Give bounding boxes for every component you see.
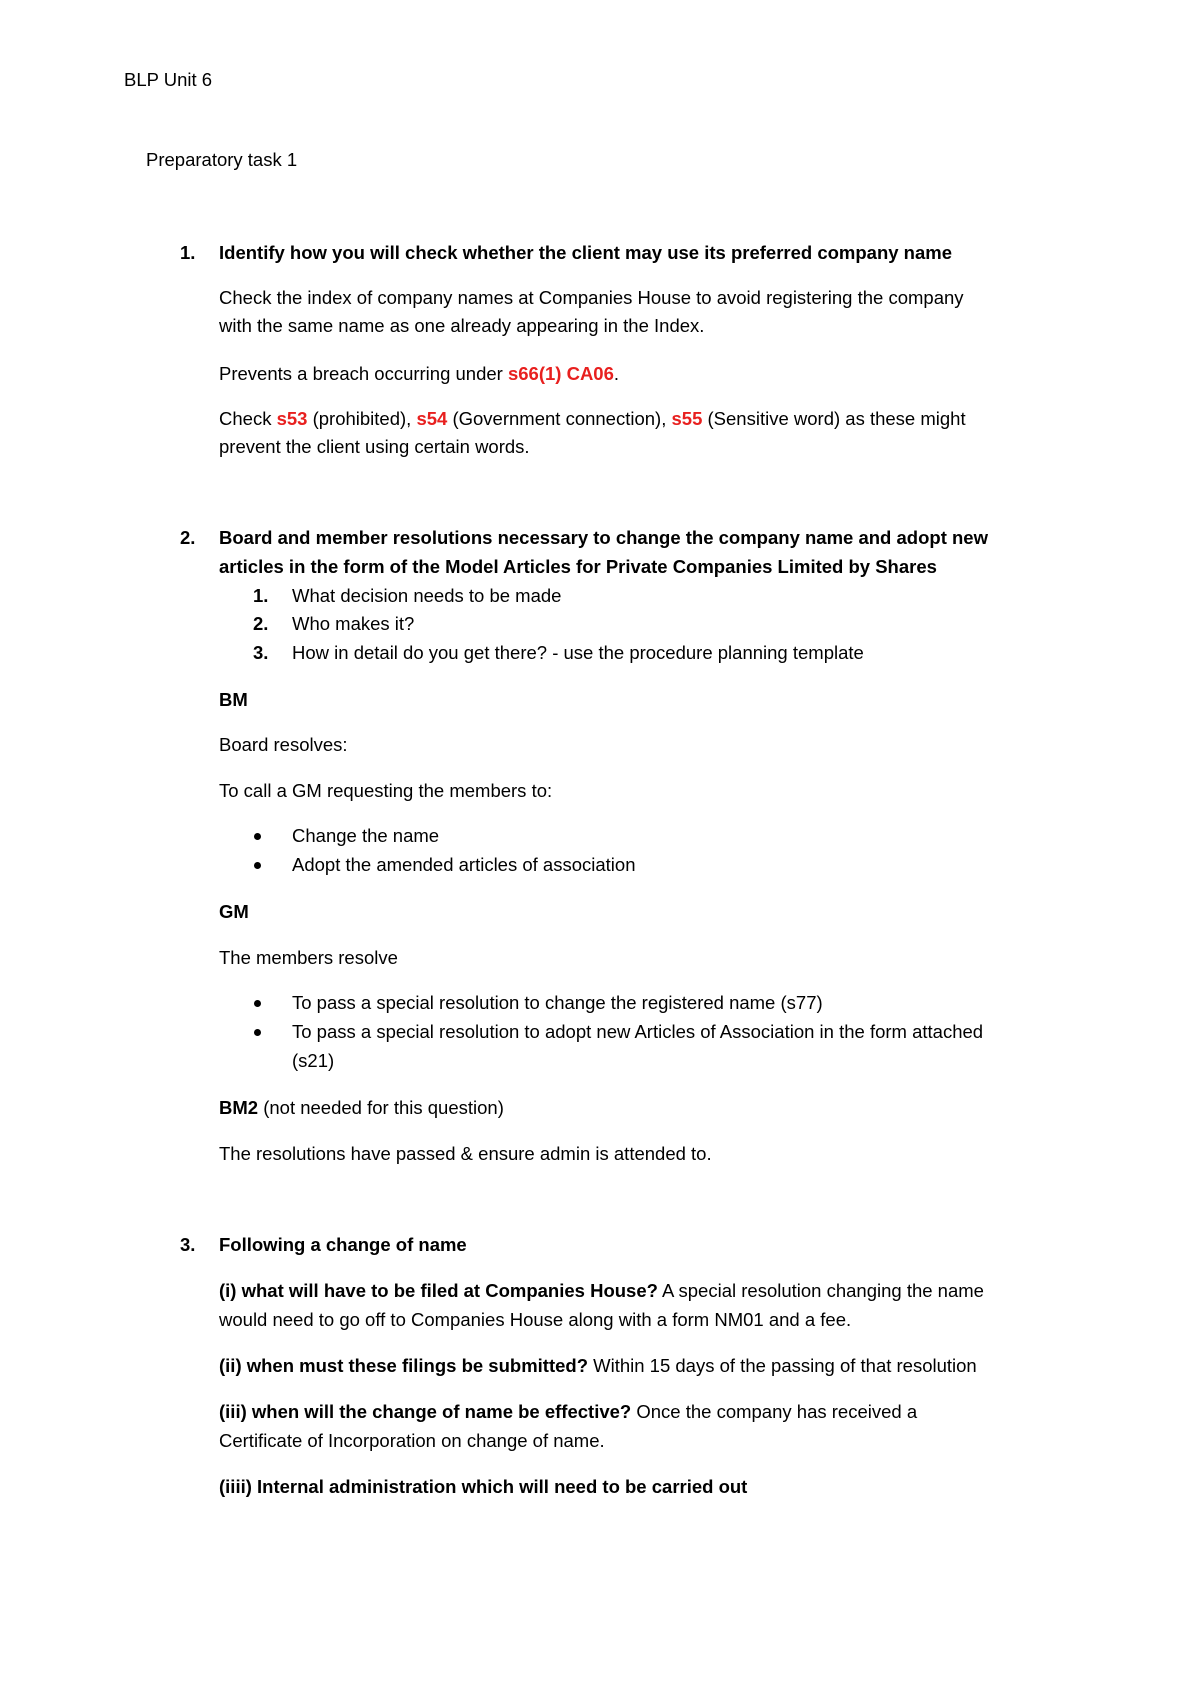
statute-ref-s66: s66(1) CA06 (507, 363, 614, 384)
q3-i-answer: A special resolution changing the name (657, 1280, 984, 1301)
q1-para2 (219, 362, 619, 386)
bm2-line (219, 1096, 504, 1120)
q3-heading: Following a change of name (219, 1234, 467, 1255)
q1-para3-line2: prevent the client using certain words. (219, 436, 530, 457)
q3-i-line1 (219, 1279, 984, 1303)
q1-heading: Identify how you will check whether the client may use its preferred company name (219, 242, 953, 263)
q3-iiii-question: (iiii) Internal administration which will need to be carried out (219, 1476, 748, 1497)
members-resolve: The members resolve (219, 947, 398, 968)
bm-bullet-2: Adopt the amended articles of association (292, 854, 636, 875)
gm-bullet-2-line1: To pass a special resolution to adopt new Articles of Association in the form attached (292, 1021, 984, 1042)
bullet-dot (254, 1000, 261, 1007)
q2-sub-item-1: What decision needs to be made (292, 585, 562, 606)
bullet-dot (254, 862, 261, 869)
q2-heading-line2: articles in the form of the Model Articles for Private Companies Limited by Shares (219, 556, 937, 577)
q2-sub-number-2: 2. (253, 613, 269, 634)
statute-ref-s55: s55 (671, 408, 703, 429)
q1-para2-pre: Prevents a breach occurring under (219, 363, 508, 384)
q3-iii-answer: Once the company has received a (631, 1401, 918, 1422)
bm-bullet-1: Change the name (292, 825, 440, 846)
q1-para1-line1: Check the index of company names at Companies House to avoid registering the company (219, 287, 964, 308)
q2-sub-item-2: Who makes it? (292, 613, 415, 634)
q3-iii-line1 (219, 1400, 917, 1424)
q1-para3-a: Check (219, 408, 277, 429)
q2-heading-line1: Board and member resolutions necessary to change the company name and adopt new (219, 527, 988, 548)
q1-number: 1. (180, 242, 196, 263)
q1-para1-line2: with the same name as one already appearing in the Index. (219, 315, 705, 336)
bm2-label: BM2 (219, 1097, 259, 1118)
q2-sub-item-3: How in detail do you get there? - use the procedure planning template (292, 642, 864, 663)
q3-ii-question: (ii) when must these filings be submitted? (219, 1355, 588, 1376)
q1-para3-d: (Sensitive word) as these might (702, 408, 966, 429)
q1-para3-line1 (219, 407, 966, 431)
gm-bullet-1: To pass a special resolution to change the registered name (s77) (292, 992, 823, 1013)
q2-sub-number-1: 1. (253, 585, 269, 606)
bullet-dot (254, 1029, 261, 1036)
q3-ii-answer: Within 15 days of the passing of that resolution (588, 1355, 977, 1376)
q3-iii-question: (iii) when will the change of name be effective? (219, 1401, 632, 1422)
bm2-note: (not needed for this question) (258, 1097, 504, 1118)
q1-para3-b: (prohibited), (307, 408, 417, 429)
board-resolves: Board resolves: (219, 734, 348, 755)
bm-label: BM (219, 689, 248, 710)
gm-label: GM (219, 901, 249, 922)
task-title: Preparatory task 1 (146, 149, 298, 170)
q3-iii-line2: Certificate of Incorporation on change of name. (219, 1430, 605, 1451)
unit-title: BLP Unit 6 (124, 69, 213, 90)
q3-number: 3. (180, 1234, 196, 1255)
q3-ii-line (219, 1354, 977, 1378)
q1-para3-c: (Government connection), (447, 408, 672, 429)
statute-ref-s53: s53 (276, 408, 308, 429)
q2-number: 2. (180, 527, 196, 548)
resolutions-passed: The resolutions have passed & ensure admin is attended to. (219, 1143, 712, 1164)
call-gm: To call a GM requesting the members to: (219, 780, 553, 801)
bullet-dot (254, 833, 261, 840)
q1-para2-post: . (613, 363, 620, 384)
q2-sub-number-3: 3. (253, 642, 269, 663)
gm-bullet-2-line2: (s21) (292, 1050, 335, 1071)
q3-i-line2: would need to go off to Companies House along with a form NM01 and a fee. (219, 1309, 852, 1330)
q3-i-question: (i) what will have to be filed at Companies House? (219, 1280, 658, 1301)
statute-ref-s54: s54 (416, 408, 448, 429)
